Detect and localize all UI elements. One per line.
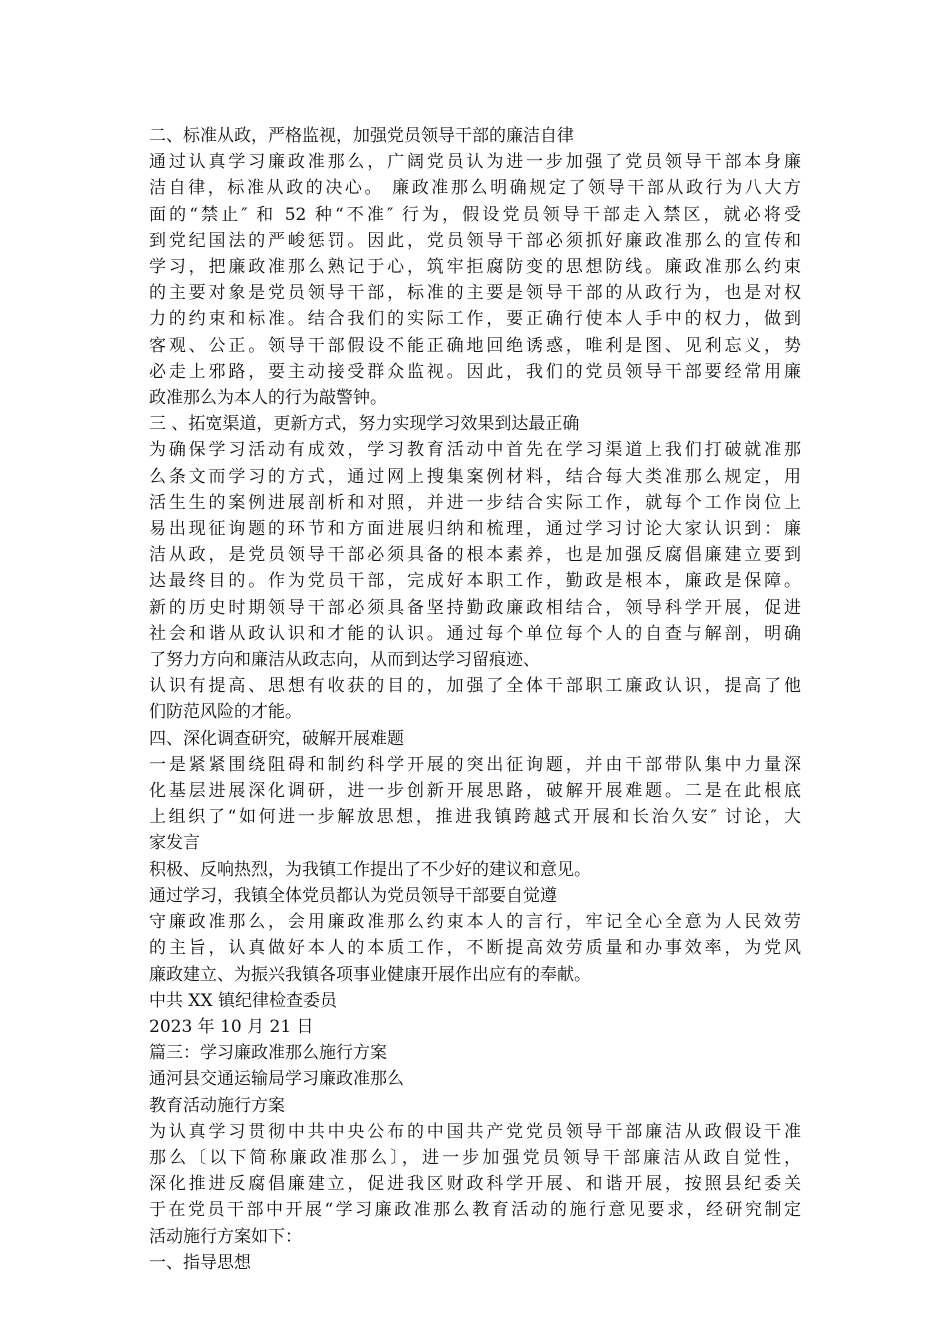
text-line: 为认真学习贯彻中共中央公布的中国共产党党员领导干部廉洁从政假设干准 bbox=[149, 1121, 801, 1142]
text-line: 学习，把廉政准那么熟记于心，筑牢拒腐防变的思想防线。廉政准那么约束 bbox=[149, 257, 801, 278]
text-line: 中共 XX 镇纪律检查委员 bbox=[149, 990, 338, 1011]
text-line: 面的“禁止″ 和 52 种“不准″ 行为，假设党员领导干部走入禁区，就必将受 bbox=[149, 204, 801, 225]
text-line: 2023 年 10 月 21 日 bbox=[149, 1016, 314, 1037]
text-line: 力的约束和标准。结合我们的实际工作，要正确行使本人手中的权力，做到 bbox=[149, 309, 801, 330]
text-line: 一是紧紧围绕阻碍和制约科学开展的突出征询题，并由干部带队集中力量深 bbox=[149, 754, 801, 775]
text-line: 化基层进展深化调研，进一步创新开展思路，破解开展难题。二是在此根底 bbox=[149, 781, 801, 802]
text-line: 洁从政，是党员领导干部必须具备的根本素养，也是加强反腐倡廉建立要到 bbox=[149, 545, 801, 566]
text-line: 洁自律，标准从政的决心。 廉政准那么明确规定了领导干部从政行为八大方 bbox=[149, 178, 801, 199]
text-line: 活动施行方案如下： bbox=[149, 1226, 302, 1247]
text-line: 们防范风险的才能。 bbox=[149, 702, 302, 723]
text-line: 达最终目的。作为党员干部，完成好本职工作，勤政是根本，廉政是保障。 bbox=[149, 571, 801, 592]
text-line: 于在党员干部中开展“学习廉政准那么教育活动的施行意见要求，经研究制定 bbox=[149, 1200, 801, 1221]
text-line: 通河县交通运输局学习廉政准那么 bbox=[149, 1069, 404, 1090]
text-line: 上组织了“如何进一步解放思想，推进我镇跨越式开展和长治久安″ 讨论，大 bbox=[149, 807, 801, 828]
text-line: 政准那么为本人的行为敲警钟。 bbox=[149, 388, 387, 409]
text-line: 的主旨，认真做好本人的本质工作，不断提高效劳质量和办事效率，为党风 bbox=[149, 938, 801, 959]
document-body bbox=[149, 123, 801, 1276]
text-line: 新的历史时期领导干部必须具备坚持勤政廉政相结合，领导科学开展，促进 bbox=[149, 597, 801, 618]
text-line: 社会和谐从政认识和才能的认识。通过每个单位每个人的自查与解剖，明确 bbox=[149, 623, 801, 644]
text-line: 二、标准从政，严格监视，加强党员领导干部的廉洁自律 bbox=[149, 126, 574, 146]
text-line: 廉政建立、为振兴我镇各项事业健康开展作出应有的奉献。 bbox=[149, 964, 591, 985]
text-line: 四、深化调查研究，破解开展难题 bbox=[149, 728, 404, 749]
text-line: 家发言 bbox=[149, 833, 200, 854]
text-line: 必走上邪路，要主动接受群众监视。因此，我们的党员领导干部要经常用廉 bbox=[149, 361, 801, 382]
text-line: 一、指导思想 bbox=[149, 1252, 251, 1273]
text-line: 客观、公正。领导干部假设不能正确地回绝诱惑，唯利是图、见利忘义，势 bbox=[149, 335, 801, 356]
text-line: 积极、反响热烈，为我镇工作提出了不少好的建议和意见。 bbox=[149, 859, 591, 880]
text-line: 易出现征询题的环节和方面进展归纳和梳理，通过学习讨论大家认识到：廉 bbox=[149, 519, 801, 540]
text-line: 么条文而学习的方式，通过网上搜集案例材料，结合每大类准那么规定，用 bbox=[149, 466, 801, 487]
text-line: 通过学习，我镇全体党员都认为党员领导干部要自觉遵 bbox=[149, 885, 557, 906]
text-line: 三 、拓宽渠道，更新方式，努力实现学习效果到达最正确 bbox=[149, 414, 580, 435]
text-line: 教育活动施行方案 bbox=[149, 1095, 285, 1116]
text-line: 深化推进反腐倡廉建立，促进我区财政科学开展、和谐开展，按照县纪委关 bbox=[149, 1174, 801, 1195]
text-line: 的主要对象是党员领导干部，标准的主要是领导干部的从政行为，也是对权 bbox=[149, 283, 801, 304]
text-line: 通过认真学习廉政准那么，广阔党员认为进一步加强了党员领导干部本身廉 bbox=[149, 152, 801, 173]
text-line: 篇三：学习廉政准那么施行方案 bbox=[149, 1043, 387, 1064]
text-line: 活生生的案例进展剖析和对照，并进一步结合实际工作，就每个工作岗位上 bbox=[149, 492, 801, 513]
text-line: 那么〔以下简称廉政准那么〕，进一步加强党员领导干部廉洁从政自觉性， bbox=[149, 1147, 801, 1168]
text-line: 认识有提高、思想有收获的目的，加强了全体干部职工廉政认识，提高了他 bbox=[149, 676, 801, 697]
text-line: 到党纪国法的严峻惩罚。因此，党员领导干部必须抓好廉政准那么的宣传和 bbox=[149, 230, 801, 251]
text-line: 守廉政准那么，会用廉政准那么约束本人的言行，牢记全心全意为人民效劳 bbox=[149, 912, 801, 933]
text-line: 了努力方向和廉洁从政志向，从而到达学习留痕迹、 bbox=[149, 650, 540, 671]
text-line: 为确保学习活动有成效，学习教育活动中首先在学习渠道上我们打破就准那 bbox=[149, 440, 801, 461]
